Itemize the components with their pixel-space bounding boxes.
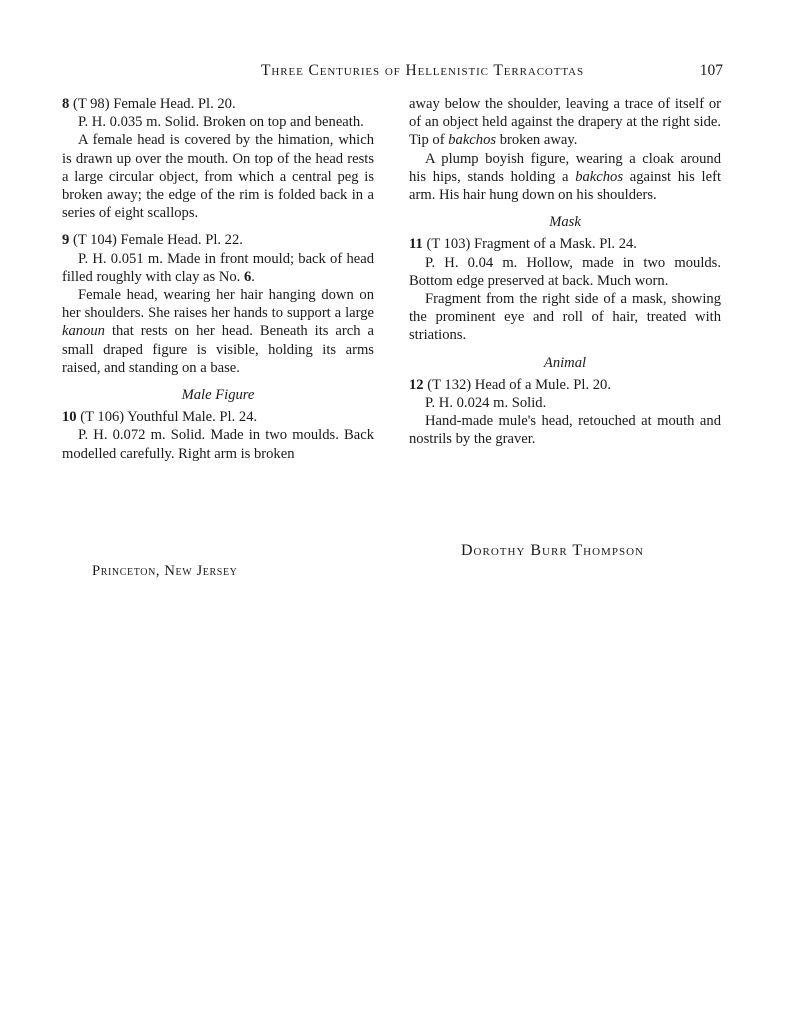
entry-description: P. H. 0.035 m. Solid. Broken on top and beneath. xyxy=(78,114,364,131)
entry-heading xyxy=(409,376,721,394)
entry-description-part-1: P. H. 0.072 m. Solid. Made in two moulds. Back modelled carefully. Right arm is broken xyxy=(62,427,374,462)
entry-body: Fragment from the right side of a mask, showing the prominent eye and roll of hair, treated with striations. xyxy=(409,291,721,344)
catalogue-entry-12 xyxy=(409,376,721,449)
entry-description-part-2: away below the shoulder, leaving a trace of itself or of an object held against the drapery at the right side. Tip of bakchos broken away. xyxy=(409,96,721,149)
entry-title: (T 106) Youthful Male. Pl. 24. xyxy=(80,409,258,426)
entry-description: P. H. 0.04 m. Hollow, made in two moulds. Bottom edge preserved at back. Much worn. xyxy=(409,254,721,289)
entry-number: 10 xyxy=(62,409,77,426)
author-signature: Dorothy Burr Thompson xyxy=(461,542,644,559)
section-heading-animal: Animal xyxy=(543,354,587,371)
section-heading-mask: Mask xyxy=(549,214,581,231)
cross-reference: 6 xyxy=(244,268,252,285)
entry-heading xyxy=(409,235,721,253)
entry-heading xyxy=(62,231,374,249)
entry-body: Hand-made mule's head, retouched at mouth and nostrils by the graver. xyxy=(409,413,721,448)
page-header xyxy=(60,60,723,84)
entry-title: (T 132) Head of a Mule. Pl. 20. xyxy=(427,376,611,393)
section-heading-male-figure: Male Figure xyxy=(181,387,255,404)
term-kanoun: kanoun xyxy=(62,323,105,340)
right-column xyxy=(409,95,721,449)
entry-description: P. H. 0.051 m. Made in front mould; back of head filled roughly with clay as No. 6. xyxy=(62,250,374,285)
entry-body: A female head is covered by the himation, which is drawn up over the mouth. On top of the head rests a large circular object, from which a central peg is broken away; the edge of the rim is folded back in a series of eight scallops. xyxy=(62,132,374,222)
author-location: Princeton, New Jersey xyxy=(92,563,238,579)
catalogue-entry-10 xyxy=(62,408,374,463)
entry-number: 9 xyxy=(62,232,70,249)
entry-title: (T 103) Fragment of a Mask. Pl. 24. xyxy=(426,236,637,253)
catalogue-entry-10-continued xyxy=(409,95,721,204)
entry-body: Female head, wearing her hair hanging down on her shoulders. She raises her hands to support a large kanoun that rests on her head. Beneath its arch a small draped figure is visible, holding its arms raised, and standing on a base. xyxy=(62,287,374,376)
entry-title: (T 104) Female Head. Pl. 22. xyxy=(72,232,243,249)
catalogue-entry-9 xyxy=(62,231,374,377)
term-bakchos: bakchos xyxy=(575,168,624,185)
entry-title: (T 98) Female Head. Pl. 20. xyxy=(72,96,236,112)
entry-number: 11 xyxy=(409,236,423,253)
term-bakchos: bakchos xyxy=(448,132,497,149)
catalogue-entry-8 xyxy=(62,95,374,222)
entry-heading xyxy=(62,95,374,113)
running-title: Three Centuries of Hellenistic Terracottas xyxy=(261,62,584,79)
page-number: 107 xyxy=(699,62,723,79)
entry-heading xyxy=(62,408,374,426)
entry-number: 8 xyxy=(62,96,70,112)
entry-number: 12 xyxy=(409,376,424,393)
entry-description: P. H. 0.024 m. Solid. xyxy=(425,395,547,412)
catalogue-entry-11 xyxy=(409,235,721,344)
left-column xyxy=(62,95,374,463)
entry-body: A plump boyish figure, wearing a cloak around his hips, stands holding a bakchos against his left arm. His hair hung down on his shoulders. xyxy=(409,150,722,204)
